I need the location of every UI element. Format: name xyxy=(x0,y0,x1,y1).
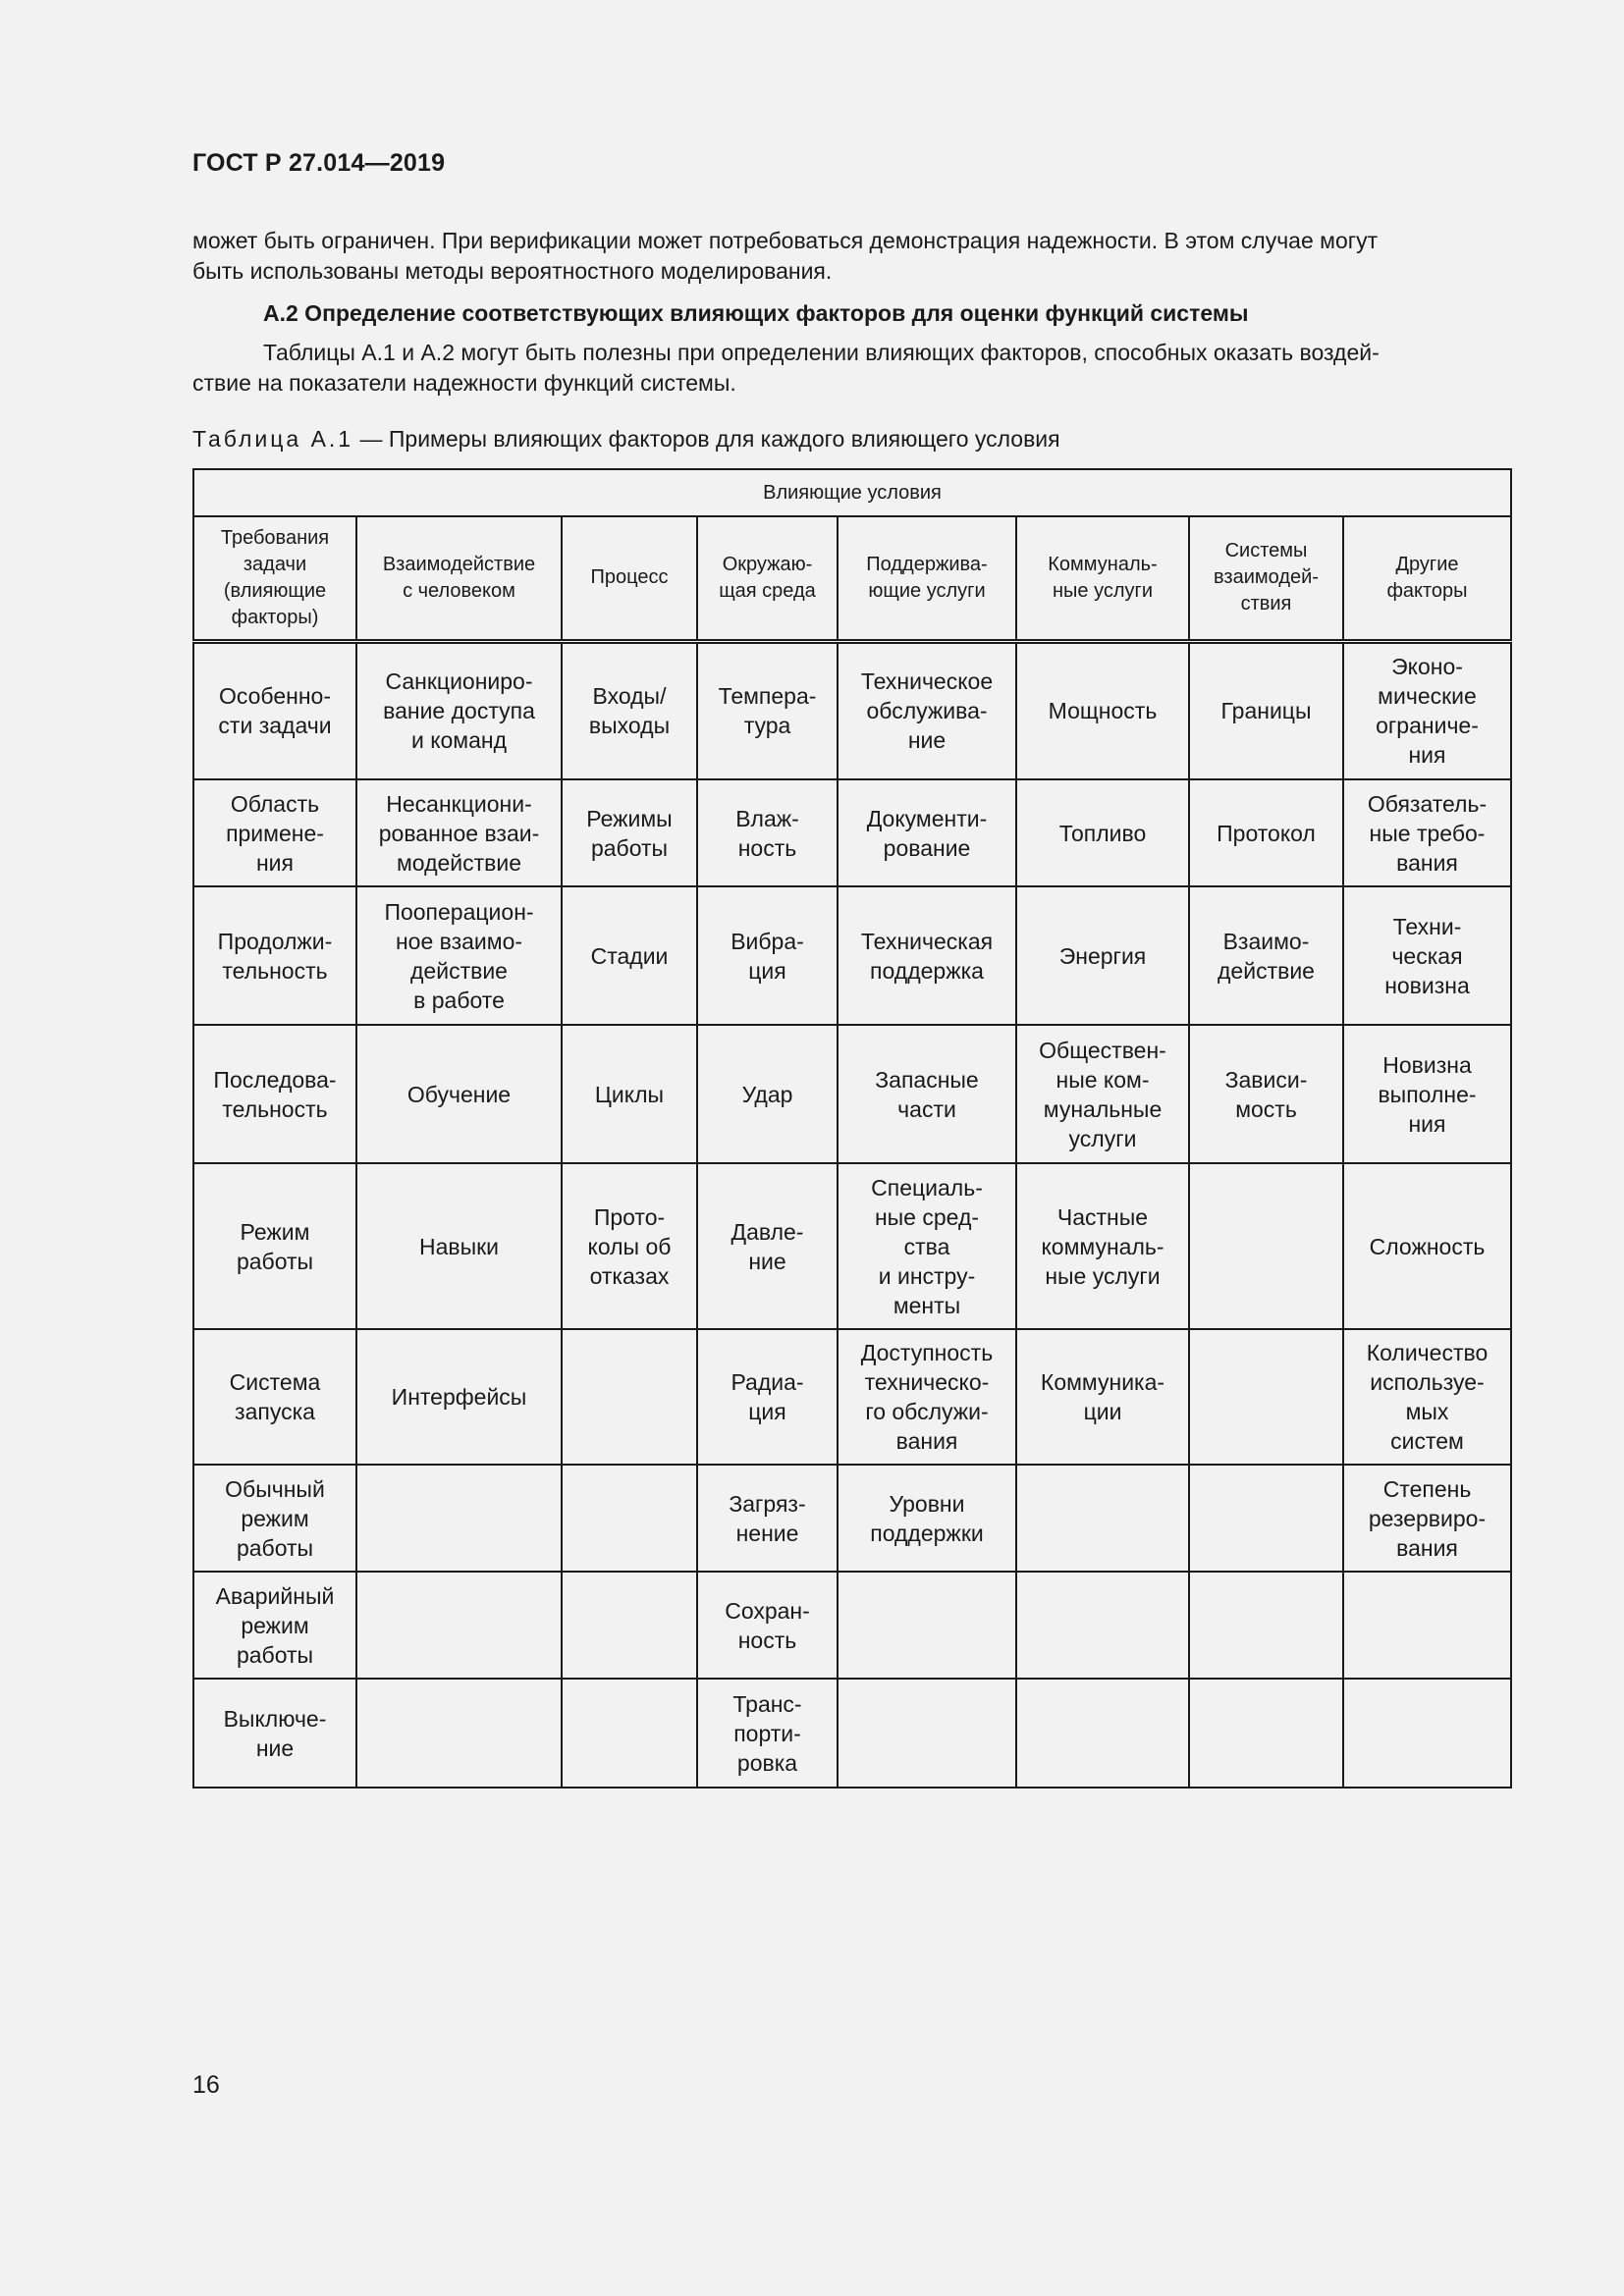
cell-text-line: Темпера- xyxy=(718,683,817,710)
cell-text-line: Требования xyxy=(220,526,330,549)
cell-text-line: ные услуги xyxy=(1052,579,1153,602)
cell-text-line: ные сред- xyxy=(874,1203,980,1230)
cell-text-line: запуска xyxy=(235,1399,315,1424)
table-cell xyxy=(838,1163,1016,1329)
cell-text-line: Вибра- xyxy=(731,928,804,954)
cell-text-line: Санкциониро- xyxy=(385,668,533,695)
cell-text-line: ное взаимо- xyxy=(395,928,523,954)
table-cell xyxy=(562,1572,697,1679)
cell-text-line: Окружаю- xyxy=(722,553,813,575)
cell-text-line: ния xyxy=(255,849,294,876)
cell-text-line: ния xyxy=(1408,1110,1446,1137)
table-cell xyxy=(1016,1163,1189,1329)
table-cell xyxy=(838,641,1016,779)
table-cell xyxy=(838,779,1016,886)
table-cell xyxy=(562,886,697,1025)
table-cell xyxy=(356,1329,562,1465)
cell-text-line: Несанкциони- xyxy=(386,790,532,817)
table-cell xyxy=(356,641,562,779)
table-column-header xyxy=(356,516,562,641)
cell-text-line: мические xyxy=(1378,683,1477,710)
table-cell xyxy=(838,1679,1016,1788)
cell-text-line: Доступность xyxy=(860,1340,994,1365)
cell-text-line: Зависи- xyxy=(1224,1066,1308,1093)
table-row xyxy=(193,641,1511,779)
cell-text-line: режим xyxy=(241,1505,309,1531)
page-number: 16 xyxy=(192,2071,220,2099)
table-column-header xyxy=(193,516,356,641)
table-cell xyxy=(1016,1572,1189,1679)
cell-text-line: ность xyxy=(737,834,797,861)
table-cell xyxy=(1189,641,1343,779)
cell-text-line: используе- xyxy=(1370,1369,1485,1395)
cell-text-line: Другие xyxy=(1395,553,1459,575)
paragraph-line: быть использованы методы вероятностного моделирования. xyxy=(192,258,833,284)
table-cell xyxy=(562,1679,697,1788)
cell-text-line: Поддержива- xyxy=(866,553,988,575)
table-cell xyxy=(1189,1572,1343,1679)
table-cell xyxy=(562,1163,697,1329)
table-row xyxy=(193,886,1511,1025)
cell-text-line: режим xyxy=(241,1612,309,1638)
cell-text-line: Циклы xyxy=(594,1081,665,1107)
cell-text-line: примене- xyxy=(226,820,324,846)
cell-text-line: Обязатель- xyxy=(1367,790,1488,817)
table-cell xyxy=(193,1572,356,1679)
cell-text-line: работы xyxy=(590,834,669,861)
table-cell xyxy=(1189,886,1343,1025)
table-cell xyxy=(562,1329,697,1465)
cell-text-line: факторы xyxy=(1386,579,1468,602)
cell-text-line: части xyxy=(897,1095,956,1122)
table-column-header xyxy=(838,516,1016,641)
table-cell xyxy=(1343,1679,1511,1788)
cell-text-line: Аварийный xyxy=(215,1582,335,1609)
cell-text-line: резервиро- xyxy=(1368,1505,1487,1531)
cell-text-line: Загряз- xyxy=(729,1490,806,1517)
cell-text-line: Специаль- xyxy=(871,1174,983,1201)
cell-text-line: Давле- xyxy=(731,1218,804,1245)
cell-text-line: го обслужи- xyxy=(865,1399,989,1424)
paragraph-line: Таблицы А.1 и А.2 могут быть полезны при определении влияющих факторов, способных оказать воздей- xyxy=(263,340,1380,365)
cell-text-line: ограниче- xyxy=(1376,713,1479,739)
cell-text-line: порти- xyxy=(733,1720,801,1746)
cell-text-line: задачи xyxy=(243,553,307,575)
cell-text-line: техническо- xyxy=(864,1369,990,1395)
cell-text-line: Навыки xyxy=(418,1233,500,1259)
table-cell xyxy=(697,1163,838,1329)
table-cell xyxy=(1189,1329,1343,1465)
table-cell xyxy=(193,886,356,1025)
table-cell xyxy=(356,1679,562,1788)
cell-text-line: (влияющие xyxy=(223,579,327,602)
cell-text-line: Мощность xyxy=(1048,698,1158,724)
table-cell xyxy=(193,1329,356,1465)
table-row xyxy=(193,1163,1511,1329)
cell-text-line: Удар xyxy=(741,1081,793,1107)
table-cell xyxy=(1016,779,1189,886)
cell-text-line: Уровни xyxy=(889,1490,965,1517)
cell-text-line: ные услуги xyxy=(1045,1262,1161,1289)
cell-text-line: Продолжи- xyxy=(217,928,333,954)
table-cell xyxy=(697,779,838,886)
table-group-header-row xyxy=(193,469,1511,516)
cell-text-line: новизна xyxy=(1384,972,1470,998)
paragraph-line: ствие на показатели надежности функций системы. xyxy=(192,370,736,396)
cell-text-line: тура xyxy=(743,713,791,739)
table-cell xyxy=(356,1465,562,1572)
cell-text-line: работы xyxy=(236,1641,314,1668)
cell-text-line: Коммуналь- xyxy=(1048,553,1158,575)
cell-text-line: Взаимодействие xyxy=(382,553,536,575)
cell-text-line: Техни- xyxy=(1392,913,1462,939)
table-cell xyxy=(193,1465,356,1572)
cell-text-line: выполне- xyxy=(1378,1081,1477,1107)
cell-text-line: тельность xyxy=(222,1095,328,1122)
cell-text-line: Интерфейсы xyxy=(391,1384,527,1410)
cell-text-line: Транс- xyxy=(732,1690,802,1717)
table-cell xyxy=(356,779,562,886)
cell-text-line: Протокол xyxy=(1217,820,1316,846)
cell-text-line: Выключе- xyxy=(223,1705,327,1732)
cell-text-line: модействие xyxy=(396,849,522,876)
table-cell xyxy=(356,886,562,1025)
cell-text-line: Техническая xyxy=(860,928,994,954)
table-row xyxy=(193,1679,1511,1788)
table-cell xyxy=(697,886,838,1025)
cell-text-line: работы xyxy=(236,1248,314,1274)
table-column-header xyxy=(1016,516,1189,641)
cell-text-line: Энергия xyxy=(1058,942,1147,969)
table-cell xyxy=(697,641,838,779)
table-cell xyxy=(193,1679,356,1788)
cell-text-line: Топливо xyxy=(1058,820,1147,846)
table-caption-text: — Примеры влияющих факторов для каждого влияющего условия xyxy=(353,426,1060,452)
cell-text-line: выходы xyxy=(588,713,671,739)
table-cell xyxy=(697,1572,838,1679)
cell-text-line: Границы xyxy=(1220,698,1312,724)
table-cell xyxy=(697,1679,838,1788)
table-cell xyxy=(193,779,356,886)
cell-text-line: ровка xyxy=(736,1749,798,1776)
table-cell xyxy=(838,1329,1016,1465)
table-cell xyxy=(356,1163,562,1329)
cell-text-line: мунальные xyxy=(1043,1095,1163,1122)
cell-text-line: Влаж- xyxy=(735,805,799,831)
table-column-header-row xyxy=(193,516,1511,641)
cell-text-line: ные требо- xyxy=(1369,820,1486,846)
cell-text-line: рование xyxy=(883,834,971,861)
cell-text-line: ства xyxy=(903,1233,950,1259)
table-cell xyxy=(1343,1465,1511,1572)
table-cell xyxy=(193,641,356,779)
cell-text-line: действие xyxy=(1218,957,1315,984)
table-cell xyxy=(1343,886,1511,1025)
table-cell xyxy=(1016,1679,1189,1788)
table-cell xyxy=(193,1163,356,1329)
cell-text-line: Документи- xyxy=(866,805,988,831)
influencing-factors-table xyxy=(192,468,1512,1789)
cell-text-line: ние xyxy=(907,727,947,754)
cell-text-line: и инстру- xyxy=(878,1262,976,1289)
cell-text-line: коммуналь- xyxy=(1041,1233,1164,1259)
table-cell xyxy=(838,886,1016,1025)
cell-text-line: мых xyxy=(1405,1399,1449,1424)
cell-text-line: ние xyxy=(748,1248,786,1274)
table-cell xyxy=(1189,1465,1343,1572)
cell-text-line: менты xyxy=(893,1292,961,1318)
cell-text-line: ние xyxy=(255,1735,295,1761)
table-cell xyxy=(1016,641,1189,779)
cell-text-line: вания xyxy=(1396,849,1458,876)
cell-text-line: Сложность xyxy=(1369,1233,1486,1259)
cell-text-line: Обществен- xyxy=(1039,1037,1166,1063)
table-row xyxy=(193,779,1511,886)
cell-text-line: ния xyxy=(1408,742,1446,769)
cell-text-line: с человеком xyxy=(403,579,515,602)
table-column-header xyxy=(697,516,838,641)
table-group-header: Влияющие условия xyxy=(193,469,1511,516)
table-column-header xyxy=(1343,516,1511,641)
paragraph-table-intro xyxy=(192,338,1508,399)
table-cell xyxy=(1189,779,1343,886)
table-cell xyxy=(562,779,697,886)
table-row xyxy=(193,1572,1511,1679)
cell-text-line: Эконо- xyxy=(1391,654,1463,680)
table-caption xyxy=(192,426,1060,453)
table-cell xyxy=(1343,1163,1511,1329)
table-cell xyxy=(1343,1329,1511,1465)
table-caption-label: Таблица А.1 xyxy=(192,426,354,452)
table-cell xyxy=(1343,1025,1511,1163)
table-cell xyxy=(1343,641,1511,779)
table-cell xyxy=(562,641,697,779)
table-cell xyxy=(838,1465,1016,1572)
table-cell xyxy=(1016,1025,1189,1163)
cell-text-line: Степень xyxy=(1382,1475,1472,1502)
cell-text-line: работы xyxy=(236,1534,314,1561)
table-cell xyxy=(838,1572,1016,1679)
cell-text-line: щая среда xyxy=(719,579,816,602)
cell-text-line: Системы xyxy=(1224,540,1308,562)
table-cell xyxy=(562,1465,697,1572)
cell-text-line: Новизна xyxy=(1382,1051,1472,1078)
cell-text-line: тельность xyxy=(222,957,328,984)
table-column-header xyxy=(562,516,697,641)
cell-text-line: ющие услуги xyxy=(868,579,986,602)
cell-text-line: Режим xyxy=(240,1218,310,1245)
cell-text-line: Стадии xyxy=(590,942,669,969)
cell-text-line: Количество xyxy=(1366,1340,1489,1365)
table-cell xyxy=(697,1465,838,1572)
cell-text-line: Частные xyxy=(1056,1203,1149,1230)
cell-text-line: ность xyxy=(737,1627,797,1653)
table-cell xyxy=(1189,1025,1343,1163)
table-cell xyxy=(1189,1679,1343,1788)
cell-text-line: в работе xyxy=(413,987,505,1013)
table-cell xyxy=(1343,1572,1511,1679)
cell-text-line: Обычный xyxy=(225,1475,325,1502)
cell-text-line: Техническое xyxy=(860,668,994,695)
cell-text-line: Процесс xyxy=(590,566,669,589)
table-cell xyxy=(1016,1465,1189,1572)
cell-text-line: и команд xyxy=(410,727,508,754)
table-cell xyxy=(562,1025,697,1163)
cell-text-line: отказах xyxy=(589,1262,670,1289)
cell-text-line: ческая xyxy=(1391,942,1463,969)
section-title: А.2 Определение соответствующих влияющих факторов для оценки функций системы xyxy=(263,300,1249,326)
cell-text-line: поддержки xyxy=(870,1520,984,1546)
cell-text-line: Сохран- xyxy=(725,1597,810,1624)
table-cell xyxy=(1016,886,1189,1025)
table-cell xyxy=(697,1329,838,1465)
table-cell xyxy=(1016,1329,1189,1465)
cell-text-line: Система xyxy=(229,1369,321,1395)
table-cell xyxy=(356,1025,562,1163)
table-row xyxy=(193,1465,1511,1572)
cell-text-line: услуги xyxy=(1068,1125,1137,1151)
table-cell xyxy=(697,1025,838,1163)
cell-text-line: систем xyxy=(1390,1428,1464,1454)
cell-text-line: взаимодей- xyxy=(1214,566,1319,589)
table-row xyxy=(193,1329,1511,1465)
table-cell xyxy=(1189,1163,1343,1329)
cell-text-line: ные ком- xyxy=(1056,1066,1150,1093)
cell-text-line: Последова- xyxy=(213,1066,337,1093)
cell-text-line: Пооперацион- xyxy=(384,898,534,925)
cell-text-line: Обучение xyxy=(406,1081,512,1107)
table-row xyxy=(193,1025,1511,1163)
cell-text-line: факторы) xyxy=(231,606,319,628)
cell-text-line: поддержка xyxy=(870,957,984,984)
cell-text-line: Запасные xyxy=(875,1066,979,1093)
cell-text-line: Область xyxy=(230,790,320,817)
cell-text-line: Прото- xyxy=(593,1203,666,1230)
cell-text-line: Входы/ xyxy=(592,683,667,710)
cell-text-line: Коммуника- xyxy=(1040,1369,1165,1395)
cell-text-line: ция xyxy=(748,957,786,984)
table-cell xyxy=(1343,779,1511,886)
table-cell xyxy=(838,1025,1016,1163)
cell-text-line: ции xyxy=(1083,1399,1122,1424)
cell-text-line: Радиа- xyxy=(731,1369,804,1395)
document-code-header: ГОСТ Р 27.014—2019 xyxy=(192,149,446,177)
cell-text-line: обслужива- xyxy=(866,698,988,724)
cell-text-line: Взаимо- xyxy=(1222,928,1310,954)
cell-text-line: мость xyxy=(1235,1095,1297,1122)
table-cell xyxy=(193,1025,356,1163)
cell-text-line: Особенно- xyxy=(218,683,331,710)
cell-text-line: ствия xyxy=(1240,593,1292,615)
cell-text-line: вания xyxy=(1396,1534,1458,1561)
table-column-header xyxy=(1189,516,1343,641)
paragraph-continuation xyxy=(192,226,1508,287)
cell-text-line: вания xyxy=(895,1428,958,1454)
paragraph-line: может быть ограничен. При верификации может потребоваться демонстрация надежности. В этом случае могут xyxy=(192,228,1379,253)
cell-text-line: Режимы xyxy=(586,805,673,831)
cell-text-line: сти задачи xyxy=(218,713,332,739)
table-cell xyxy=(356,1572,562,1679)
cell-text-line: действие xyxy=(410,957,508,984)
cell-text-line: рованное взаи- xyxy=(378,820,540,846)
cell-text-line: ция xyxy=(748,1399,786,1424)
cell-text-line: вание доступа xyxy=(383,698,535,724)
cell-text-line: нение xyxy=(735,1520,799,1546)
cell-text-line: колы об xyxy=(587,1233,672,1259)
